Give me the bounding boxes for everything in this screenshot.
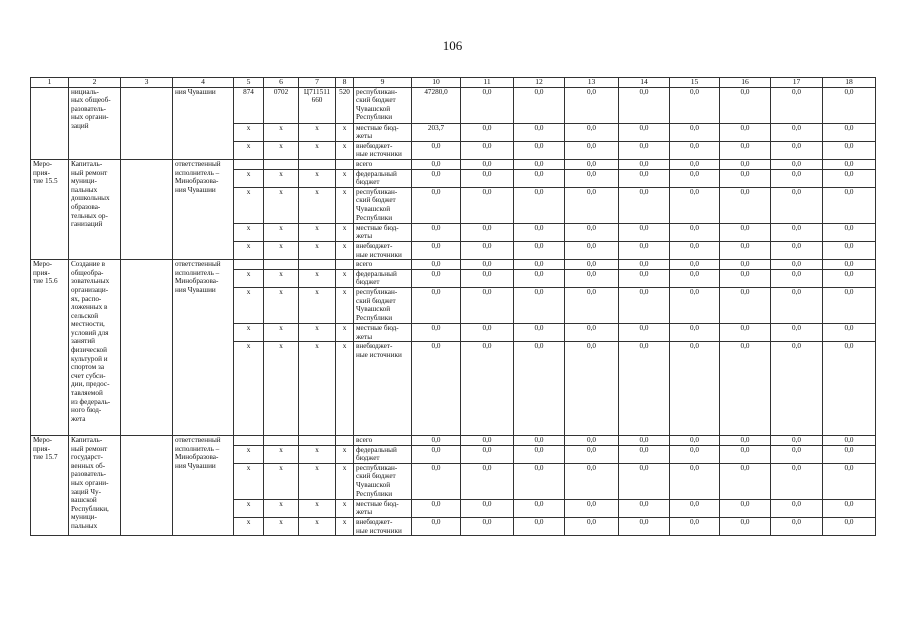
cell-c5: x (234, 463, 264, 499)
value-cell: 0,0 (514, 323, 565, 341)
value-cell: 0,0 (823, 169, 876, 187)
cell-c5: x (234, 123, 264, 141)
value-cell: 0,0 (720, 518, 771, 536)
executor: ответственный исполнитель – Минобразова- ния Чувашии (173, 436, 234, 536)
value-cell: 0,0 (461, 323, 514, 341)
executor: ответственный исполнитель – Минобразова- ния Чувашии (173, 159, 234, 259)
value-cell: 0,0 (771, 323, 823, 341)
executor: ния Чувашии (173, 87, 234, 159)
value-cell: 0,0 (670, 159, 720, 169)
value-cell: 0,0 (823, 436, 876, 446)
cell-c5: x (234, 169, 264, 187)
cell-c7: x (299, 223, 336, 241)
value-cell: 0,0 (514, 87, 565, 123)
cell-c5: x (234, 445, 264, 463)
measure-name: Создание в общеобра- зовательных организаци- ях, распо- ложенных в сельской местности, условий для занятий физической культурой и спортом за счет субси- дии, предос- тавляемой из федераль- ного бюд- жета (69, 260, 121, 436)
cell-c7: x (299, 169, 336, 187)
measure-label: Меро- прия- тие 15.7 (31, 436, 69, 536)
value-cell: 0,0 (670, 445, 720, 463)
value-cell: 0,0 (670, 287, 720, 323)
value-cell: 0,0 (412, 187, 461, 223)
column-header: 5 (234, 78, 264, 88)
value-cell: 0,0 (720, 436, 771, 446)
column-header: 3 (121, 78, 173, 88)
cell-c8: x (336, 141, 354, 159)
value-cell: 0,0 (670, 169, 720, 187)
value-cell: 0,0 (670, 260, 720, 270)
value-cell: 0,0 (412, 269, 461, 287)
value-cell: 0,0 (461, 269, 514, 287)
value-cell: 0,0 (461, 169, 514, 187)
value-cell: 0,0 (720, 342, 771, 436)
value-cell: 203,7 (412, 123, 461, 141)
value-cell: 0,0 (461, 260, 514, 270)
value-cell: 0,0 (461, 287, 514, 323)
cell-c6: x (264, 123, 299, 141)
value-cell: 0,0 (461, 123, 514, 141)
value-cell: 0,0 (461, 241, 514, 259)
cell-c7 (299, 159, 336, 169)
value-cell: 0,0 (720, 159, 771, 169)
value-cell: 0,0 (565, 499, 619, 517)
value-cell: 0,0 (514, 269, 565, 287)
value-cell: 0,0 (565, 269, 619, 287)
measure-label (31, 87, 69, 159)
funding-source: местные бюд- жеты (354, 223, 412, 241)
cell-c8: x (336, 187, 354, 223)
value-cell: 0,0 (619, 436, 670, 446)
value-cell: 0,0 (565, 123, 619, 141)
value-cell: 0,0 (670, 342, 720, 436)
funding-source: местные бюд- жеты (354, 123, 412, 141)
value-cell: 0,0 (823, 342, 876, 436)
funding-source: внебюджет- ные источники (354, 241, 412, 259)
value-cell: 0,0 (412, 499, 461, 517)
value-cell: 0,0 (823, 323, 876, 341)
value-cell: 0,0 (823, 87, 876, 123)
table-row (31, 159, 876, 169)
cell-c6 (264, 260, 299, 270)
value-cell: 0,0 (412, 223, 461, 241)
cell-c7 (299, 260, 336, 270)
table-row (31, 436, 876, 446)
value-cell: 0,0 (514, 223, 565, 241)
value-cell: 0,0 (514, 260, 565, 270)
value-cell: 0,0 (670, 187, 720, 223)
value-cell: 0,0 (823, 123, 876, 141)
cell-c6: x (264, 499, 299, 517)
cell-c8: x (336, 241, 354, 259)
value-cell: 0,0 (771, 169, 823, 187)
cell-c6: x (264, 287, 299, 323)
funding-source: всего (354, 159, 412, 169)
column-header: 2 (69, 78, 121, 88)
value-cell: 0,0 (670, 241, 720, 259)
cell-c7: Ц711511 660 (299, 87, 336, 123)
value-cell: 0,0 (670, 269, 720, 287)
value-cell: 0,0 (514, 342, 565, 436)
value-cell: 0,0 (412, 287, 461, 323)
cell-c8: x (336, 445, 354, 463)
value-cell: 0,0 (720, 187, 771, 223)
value-cell: 0,0 (565, 159, 619, 169)
value-cell: 0,0 (771, 445, 823, 463)
value-cell: 0,0 (771, 123, 823, 141)
value-cell: 0,0 (461, 342, 514, 436)
cell-c8: x (336, 169, 354, 187)
funding-source: республикан- ский бюджет Чувашской Республики (354, 463, 412, 499)
value-cell: 0,0 (412, 260, 461, 270)
value-cell: 0,0 (619, 518, 670, 536)
value-cell: 0,0 (461, 499, 514, 517)
value-cell: 0,0 (514, 241, 565, 259)
value-cell: 0,0 (514, 463, 565, 499)
value-cell: 0,0 (565, 518, 619, 536)
column-header: 16 (720, 78, 771, 88)
column-header: 15 (670, 78, 720, 88)
funding-source: всего (354, 436, 412, 446)
column-header: 4 (173, 78, 234, 88)
value-cell: 0,0 (514, 518, 565, 536)
cell-c5: x (234, 287, 264, 323)
value-cell: 0,0 (565, 323, 619, 341)
cell-c5: 874 (234, 87, 264, 123)
cell-c8: x (336, 463, 354, 499)
measure-label: Меро- прия- тие 15.5 (31, 159, 69, 259)
value-cell: 0,0 (771, 241, 823, 259)
cell-c8: x (336, 269, 354, 287)
value-cell: 0,0 (823, 187, 876, 223)
cell-c8: 520 (336, 87, 354, 123)
measure-name: Капиталь- ный ремонт государст- венных об- разователь- ных органи- заций Чу- вашской Республики, муници- пальных (69, 436, 121, 536)
cell-c5 (234, 260, 264, 270)
value-cell: 0,0 (461, 463, 514, 499)
cell-c8: x (336, 223, 354, 241)
value-cell: 0,0 (565, 260, 619, 270)
value-cell: 0,0 (565, 169, 619, 187)
value-cell: 0,0 (514, 169, 565, 187)
value-cell: 0,0 (771, 518, 823, 536)
column-header: 12 (514, 78, 565, 88)
value-cell: 0,0 (619, 445, 670, 463)
cell-c5: x (234, 187, 264, 223)
value-cell: 0,0 (514, 499, 565, 517)
value-cell: 0,0 (412, 445, 461, 463)
page-number: 106 (442, 38, 463, 53)
value-cell: 0,0 (412, 159, 461, 169)
value-cell: 0,0 (619, 323, 670, 341)
value-cell: 0,0 (720, 287, 771, 323)
column-header: 1 (31, 78, 69, 88)
cell-c6: x (264, 342, 299, 436)
value-cell: 0,0 (461, 445, 514, 463)
value-cell: 0,0 (720, 269, 771, 287)
value-cell: 0,0 (670, 518, 720, 536)
value-cell: 0,0 (771, 260, 823, 270)
cell-c6: x (264, 141, 299, 159)
value-cell: 0,0 (565, 187, 619, 223)
cell-c8 (336, 260, 354, 270)
value-cell: 0,0 (823, 499, 876, 517)
budget-table (30, 77, 876, 536)
cell-c6: x (264, 241, 299, 259)
value-cell: 0,0 (461, 187, 514, 223)
cell-c7: x (299, 123, 336, 141)
col3-cell (121, 159, 173, 259)
value-cell: 0,0 (720, 141, 771, 159)
cell-c7: x (299, 499, 336, 517)
value-cell: 0,0 (412, 169, 461, 187)
cell-c5: x (234, 141, 264, 159)
cell-c5: x (234, 518, 264, 536)
funding-source: республикан- ский бюджет Чувашской Республики (354, 187, 412, 223)
table-row (31, 87, 876, 123)
measure-name: нициаль- ных общеоб- разователь- ных органи- заций (69, 87, 121, 159)
value-cell: 0,0 (720, 445, 771, 463)
value-cell: 0,0 (771, 436, 823, 446)
cell-c7: x (299, 445, 336, 463)
funding-source: республикан- ский бюджет Чувашской Республики (354, 87, 412, 123)
cell-c6: x (264, 169, 299, 187)
value-cell: 0,0 (565, 87, 619, 123)
cell-c5: x (234, 342, 264, 436)
funding-source: внебюджет- ные источники (354, 342, 412, 436)
column-header: 17 (771, 78, 823, 88)
cell-c5 (234, 159, 264, 169)
value-cell: 0,0 (771, 87, 823, 123)
col3-cell (121, 260, 173, 436)
cell-c8 (336, 159, 354, 169)
funding-source: федеральный бюджет (354, 445, 412, 463)
column-header: 7 (299, 78, 336, 88)
value-cell: 0,0 (461, 436, 514, 446)
cell-c6: x (264, 445, 299, 463)
cell-c6: x (264, 463, 299, 499)
cell-c8 (336, 436, 354, 446)
cell-c7: x (299, 323, 336, 341)
value-cell: 0,0 (619, 159, 670, 169)
column-header: 6 (264, 78, 299, 88)
value-cell: 0,0 (565, 445, 619, 463)
cell-c8: x (336, 323, 354, 341)
value-cell: 0,0 (823, 445, 876, 463)
value-cell: 0,0 (670, 123, 720, 141)
cell-c8: x (336, 518, 354, 536)
value-cell: 0,0 (619, 499, 670, 517)
funding-source: федеральный бюджет (354, 169, 412, 187)
cell-c8: x (336, 287, 354, 323)
cell-c5: x (234, 241, 264, 259)
funding-source: всего (354, 260, 412, 270)
cell-c7: x (299, 518, 336, 536)
value-cell: 0,0 (514, 436, 565, 446)
column-header: 9 (354, 78, 412, 88)
value-cell: 0,0 (565, 436, 619, 446)
value-cell: 0,0 (412, 436, 461, 446)
value-cell: 0,0 (619, 342, 670, 436)
value-cell: 0,0 (565, 241, 619, 259)
value-cell: 0,0 (412, 323, 461, 341)
value-cell: 0,0 (823, 223, 876, 241)
value-cell: 0,0 (823, 287, 876, 323)
value-cell: 0,0 (720, 463, 771, 499)
table-row (31, 260, 876, 270)
column-header: 10 (412, 78, 461, 88)
value-cell: 0,0 (823, 241, 876, 259)
funding-source: внебюджет- ные источники (354, 141, 412, 159)
value-cell: 0,0 (565, 463, 619, 499)
column-header: 11 (461, 78, 514, 88)
measure-name: Капиталь- ный ремонт муници- пальных дошкольных образова- тельных ор- ганизаций (69, 159, 121, 259)
value-cell: 0,0 (565, 141, 619, 159)
value-cell: 0,0 (461, 159, 514, 169)
value-cell: 0,0 (771, 342, 823, 436)
value-cell: 0,0 (670, 87, 720, 123)
value-cell: 0,0 (771, 463, 823, 499)
column-header: 18 (823, 78, 876, 88)
value-cell: 0,0 (619, 287, 670, 323)
value-cell: 0,0 (514, 159, 565, 169)
executor: ответственный исполнитель – Минобразова- ния Чувашии (173, 260, 234, 436)
value-cell: 0,0 (720, 323, 771, 341)
value-cell: 0,0 (771, 499, 823, 517)
value-cell: 0,0 (461, 518, 514, 536)
cell-c8: x (336, 499, 354, 517)
column-header: 8 (336, 78, 354, 88)
cell-c7: x (299, 287, 336, 323)
value-cell: 0,0 (412, 342, 461, 436)
cell-c5: x (234, 269, 264, 287)
value-cell: 0,0 (514, 445, 565, 463)
value-cell: 0,0 (771, 159, 823, 169)
value-cell: 0,0 (771, 141, 823, 159)
value-cell: 0,0 (619, 169, 670, 187)
column-header: 14 (619, 78, 670, 88)
value-cell: 0,0 (461, 141, 514, 159)
value-cell: 0,0 (412, 141, 461, 159)
value-cell: 0,0 (461, 87, 514, 123)
value-cell: 0,0 (619, 87, 670, 123)
value-cell: 0,0 (720, 499, 771, 517)
col3-cell (121, 436, 173, 536)
value-cell: 0,0 (670, 323, 720, 341)
measure-label: Меро- прия- тие 15.6 (31, 260, 69, 436)
cell-c7: x (299, 269, 336, 287)
value-cell: 0,0 (720, 87, 771, 123)
value-cell: 0,0 (514, 187, 565, 223)
value-cell: 0,0 (619, 269, 670, 287)
value-cell: 0,0 (771, 269, 823, 287)
value-cell: 0,0 (720, 223, 771, 241)
value-cell: 0,0 (461, 223, 514, 241)
value-cell: 0,0 (823, 463, 876, 499)
cell-c5: x (234, 499, 264, 517)
cell-c8: x (336, 123, 354, 141)
value-cell: 0,0 (619, 141, 670, 159)
value-cell: 0,0 (565, 287, 619, 323)
funding-source: республикан- ский бюджет Чувашской Республики (354, 287, 412, 323)
value-cell: 0,0 (412, 241, 461, 259)
cell-c6 (264, 436, 299, 446)
cell-c6: x (264, 223, 299, 241)
cell-c7: x (299, 342, 336, 436)
cell-c5: x (234, 323, 264, 341)
value-cell: 0,0 (720, 241, 771, 259)
cell-c6: x (264, 187, 299, 223)
col3-cell (121, 87, 173, 159)
header-row (31, 78, 876, 88)
value-cell: 0,0 (823, 159, 876, 169)
value-cell: 0,0 (670, 499, 720, 517)
value-cell: 0,0 (619, 241, 670, 259)
cell-c7: x (299, 187, 336, 223)
value-cell: 0,0 (670, 223, 720, 241)
cell-c5: x (234, 223, 264, 241)
cell-c5 (234, 436, 264, 446)
value-cell: 0,0 (619, 223, 670, 241)
value-cell: 0,0 (823, 141, 876, 159)
cell-c6: x (264, 518, 299, 536)
value-cell: 0,0 (412, 518, 461, 536)
value-cell: 0,0 (619, 463, 670, 499)
value-cell: 0,0 (823, 269, 876, 287)
value-cell: 0,0 (670, 463, 720, 499)
value-cell: 47280,0 (412, 87, 461, 123)
value-cell: 0,0 (514, 123, 565, 141)
value-cell: 0,0 (514, 287, 565, 323)
value-cell: 0,0 (565, 342, 619, 436)
cell-c7: x (299, 463, 336, 499)
value-cell: 0,0 (619, 123, 670, 141)
value-cell: 0,0 (619, 187, 670, 223)
value-cell: 0,0 (720, 123, 771, 141)
cell-c7 (299, 436, 336, 446)
cell-c6: x (264, 269, 299, 287)
value-cell: 0,0 (771, 223, 823, 241)
value-cell: 0,0 (670, 141, 720, 159)
funding-source: местные бюд- жеты (354, 499, 412, 517)
cell-c7: x (299, 141, 336, 159)
value-cell: 0,0 (823, 260, 876, 270)
cell-c7: x (299, 241, 336, 259)
value-cell: 0,0 (514, 141, 565, 159)
value-cell: 0,0 (771, 287, 823, 323)
funding-source: местные бюд- жеты (354, 323, 412, 341)
cell-c8: x (336, 342, 354, 436)
funding-source: внебюджет- ные источники (354, 518, 412, 536)
value-cell: 0,0 (670, 436, 720, 446)
cell-c6: 0702 (264, 87, 299, 123)
value-cell: 0,0 (412, 463, 461, 499)
value-cell: 0,0 (771, 187, 823, 223)
column-header: 13 (565, 78, 619, 88)
value-cell: 0,0 (720, 260, 771, 270)
cell-c6: x (264, 323, 299, 341)
value-cell: 0,0 (720, 169, 771, 187)
value-cell: 0,0 (565, 223, 619, 241)
funding-source: федеральный бюджет (354, 269, 412, 287)
value-cell: 0,0 (823, 518, 876, 536)
cell-c6 (264, 159, 299, 169)
value-cell: 0,0 (619, 260, 670, 270)
